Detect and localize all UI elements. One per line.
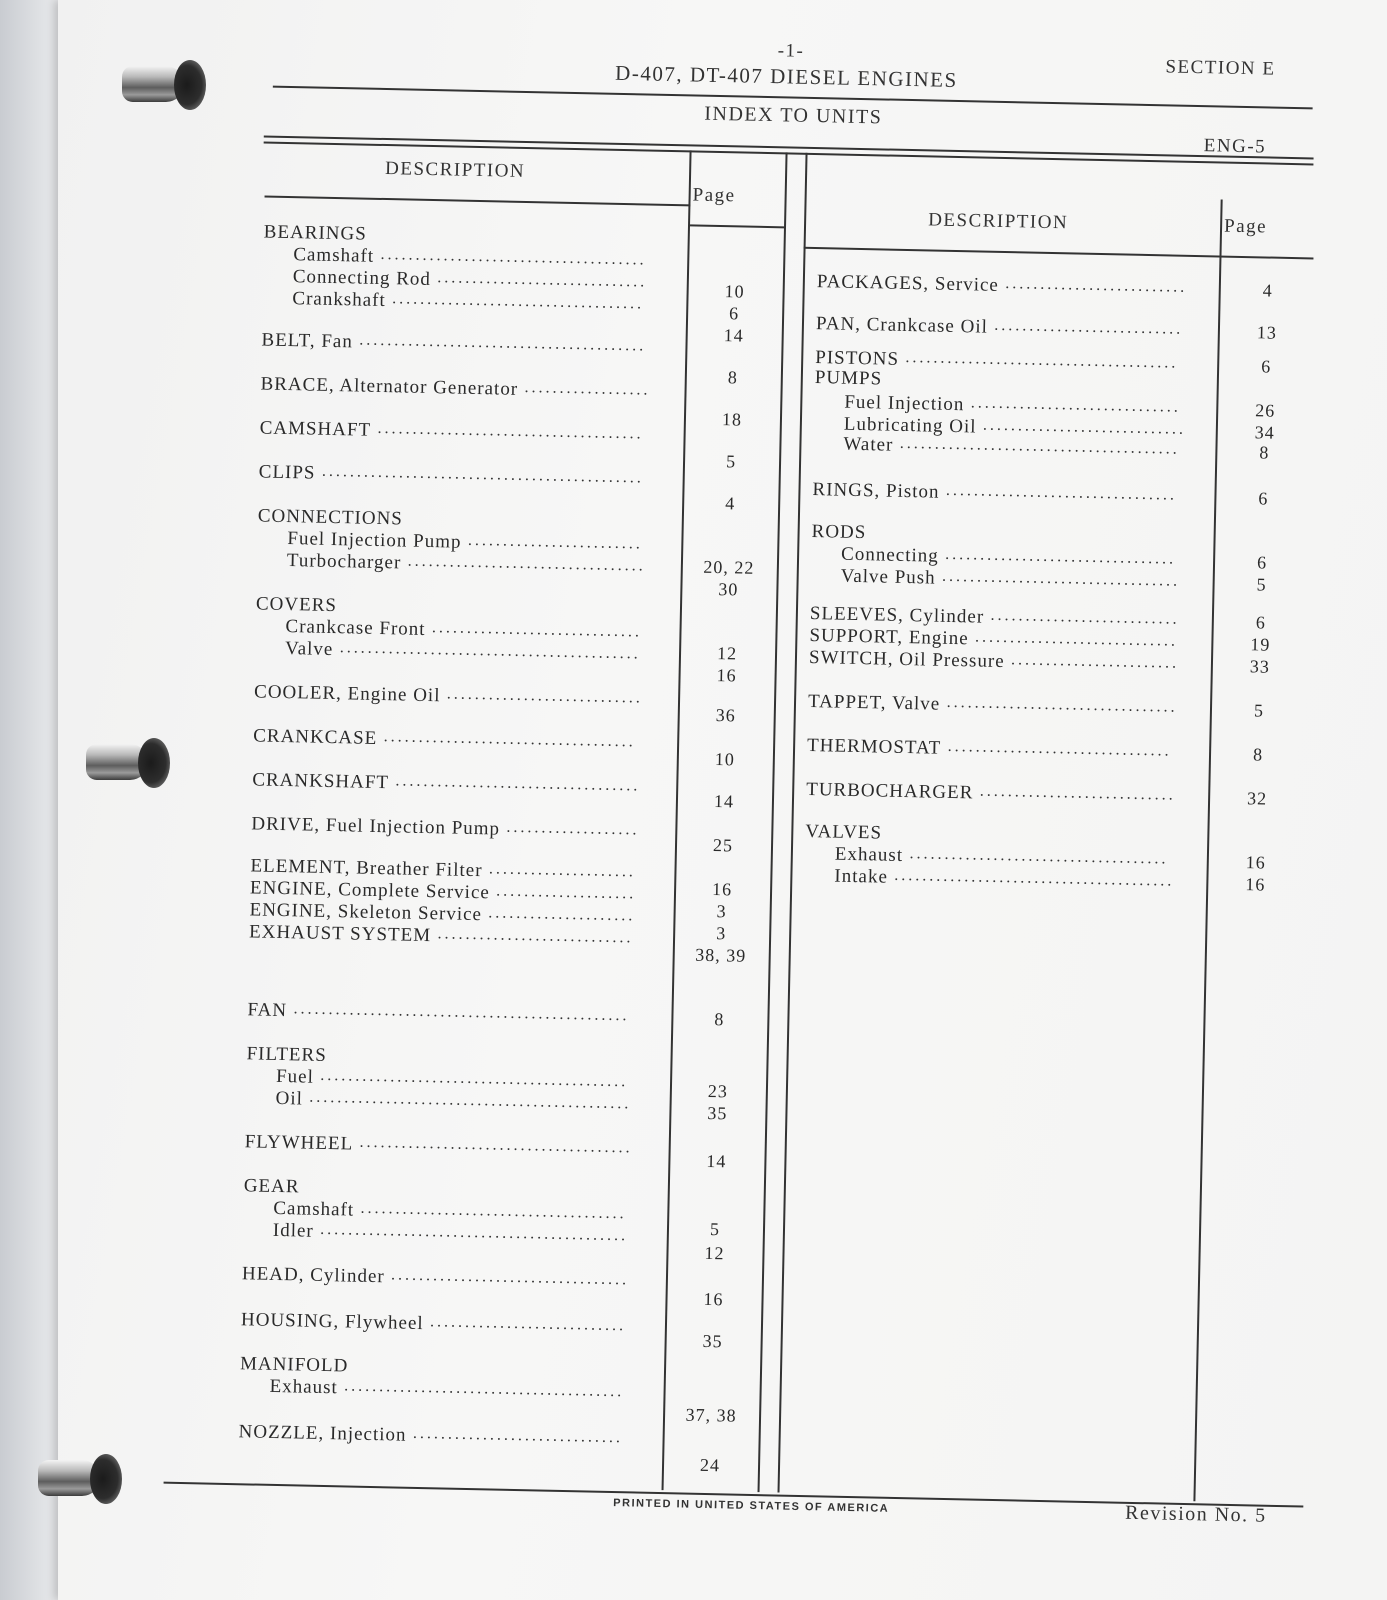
left-page-number: 35 [707, 1102, 728, 1124]
left-page-number: 25 [712, 835, 734, 856]
right-entry [834, 866, 888, 889]
left-entry [285, 616, 425, 641]
left-entry [293, 266, 431, 291]
left-entry [259, 417, 371, 441]
left-page-number: 8 [727, 367, 739, 388]
left-leader-dots: .................. [524, 378, 651, 399]
right-leader-dots: ........................................ [899, 434, 1180, 458]
left-page-number: 12 [704, 1242, 725, 1264]
right-page-number: 13 [1256, 322, 1278, 343]
right-leader-dots: ....................................... [905, 348, 1179, 372]
left-page-number: 10 [714, 749, 736, 770]
right-entry [811, 521, 866, 544]
right-entry [817, 271, 999, 297]
left-entry-label: FILTERS [246, 1043, 327, 1066]
right-page-number: 32 [1246, 788, 1268, 809]
right-page-divider [1193, 200, 1222, 1502]
left-page-number: 14 [723, 325, 744, 346]
left-entry [249, 921, 431, 947]
left-entry-label: Turbocharger [286, 550, 402, 574]
left-entry [261, 329, 353, 353]
left-entry-label: BEARINGS [263, 221, 367, 245]
right-leader-dots: .......................... [1005, 275, 1188, 296]
right-entry [843, 434, 893, 457]
left-leader-dots: ............................ [446, 685, 644, 707]
right-entry [840, 566, 935, 590]
right-entry [805, 821, 882, 845]
table-top-rule-1 [264, 135, 1314, 159]
left-leader-dots: ................... [506, 818, 640, 839]
right-entry-label: Valve Push [840, 565, 936, 589]
right-page-number: 6 [1258, 488, 1269, 509]
right-leader-dots: .................................. [941, 567, 1181, 590]
right-entry-label: THERMOSTAT [806, 734, 942, 759]
left-page-number: 16 [711, 879, 733, 900]
left-page-number: 5 [709, 1219, 721, 1240]
right-page-number: 8 [1252, 744, 1264, 765]
left-entry-label: COVERS [255, 593, 338, 617]
right-entry [841, 544, 939, 568]
left-entry [260, 373, 518, 400]
left-entry-label: FLYWHEEL [244, 1131, 354, 1155]
left-entry-label: Connecting Rod [292, 266, 432, 290]
left-entry [292, 288, 386, 312]
right-leader-dots: ................................. [945, 545, 1177, 568]
right-leader-dots: ............................. [974, 628, 1179, 650]
left-page-number: 14 [706, 1150, 727, 1172]
right-entry-label: RODS [811, 521, 867, 544]
right-entry-label: TURBOCHARGER [806, 778, 974, 804]
left-entry [276, 1066, 314, 1089]
left-page-number: 16 [703, 1288, 724, 1310]
right-leader-dots: ................................ [947, 737, 1172, 760]
left-entry [269, 1376, 338, 1399]
left-entry [246, 1043, 327, 1067]
right-entry [835, 844, 904, 867]
right-entry-label: VALVES [805, 820, 883, 844]
right-entry-label: Water [843, 433, 894, 456]
left-leader-dots: ................................... [395, 772, 641, 795]
left-page-number: 8 [714, 1009, 725, 1030]
left-entry [287, 550, 402, 574]
left-entry [253, 725, 378, 750]
left-leader-dots: .................................... [392, 290, 645, 313]
left-entry-label: CRANKSHAFT [252, 769, 390, 794]
left-leader-dots: ...................................... [380, 245, 647, 269]
left-entry [238, 1421, 406, 1447]
left-entry-label: MANIFOLD [239, 1353, 349, 1377]
right-page-number: 26 [1255, 400, 1276, 421]
left-leader-dots: .................................... [383, 728, 636, 751]
right-leader-dots: .............................. [970, 394, 1181, 416]
left-page-number: 6 [728, 303, 740, 324]
left-entry-label: BELT, Fan [261, 329, 354, 353]
left-entry [242, 1263, 385, 1288]
left-entry [273, 1220, 314, 1243]
right-page-number: 5 [1253, 700, 1265, 721]
left-entry [240, 1353, 349, 1377]
left-leader-dots: .............................................. [321, 462, 645, 487]
right-page-number: 33 [1249, 656, 1271, 677]
left-leader-dots: .............................. [412, 1424, 624, 1447]
left-leader-dots: .................................. [407, 552, 646, 575]
left-leader-dots: ............................................ [320, 1220, 629, 1245]
left-entry-label: ENGINE, Complete Service [249, 877, 491, 904]
left-entry-label: COOLER, Engine Oil [253, 681, 441, 707]
section-label: SECTION E [1165, 56, 1276, 80]
right-entry [812, 479, 939, 504]
left-entry-label: BRACE, Alternator Generator [260, 373, 519, 400]
left-page-number: 36 [715, 705, 736, 726]
left-leader-dots: ............................ [437, 925, 634, 947]
page-title: D-407, DT-407 DIESEL ENGINES [614, 60, 958, 92]
left-page-header: Page [692, 184, 736, 207]
document-code: ENG-5 [1203, 135, 1267, 158]
revision-number: Revision No. 5 [1124, 1501, 1267, 1527]
right-entry-label: PISTONS [815, 347, 900, 370]
left-entry [259, 461, 316, 484]
left-entry-label: Camshaft [273, 1197, 355, 1221]
left-entry-label: CAMSHAFT [259, 417, 372, 441]
right-page-number: 34 [1254, 422, 1276, 443]
left-page-number: 3 [715, 923, 727, 944]
left-entry [258, 505, 403, 530]
right-leader-dots: ................................. [946, 693, 1178, 716]
left-entry [252, 769, 389, 794]
left-entry-label: Fuel Injection Pump [287, 528, 462, 553]
right-page-number: 5 [1256, 574, 1267, 595]
left-entry-label: ELEMENT, Breather Filter [250, 855, 483, 882]
right-page-number: 6 [1260, 356, 1272, 377]
left-entry [285, 638, 334, 661]
left-leader-dots: ........................................... [339, 639, 641, 663]
left-page-number: 5 [725, 451, 737, 472]
left-page-number: 35 [702, 1330, 723, 1352]
right-leader-dots: ............................. [982, 416, 1187, 438]
left-page-number: 37, 38 [685, 1404, 737, 1426]
left-leader-dots: ...................................... [360, 1199, 627, 1223]
left-entry-label: Valve [284, 638, 334, 661]
left-entry [247, 999, 287, 1022]
left-entry-label: DRIVE, Fuel Injection Pump [251, 813, 501, 840]
right-page-header: Page [1223, 215, 1268, 238]
left-page-number: 30 [718, 579, 739, 600]
right-entry [816, 313, 988, 339]
left-page-number: 38, 39 [695, 944, 747, 966]
left-page-number: 16 [716, 665, 737, 686]
left-page-number: 23 [707, 1080, 729, 1102]
left-entry-label: ENGINE, Skeleton Service [249, 899, 483, 926]
left-entry-label: GEAR [243, 1175, 300, 1198]
left-page-number: 10 [724, 281, 745, 302]
left-entry [264, 221, 367, 245]
left-entry-label: CRANKCASE [253, 725, 378, 749]
right-page-number: 19 [1250, 634, 1271, 655]
left-leader-dots: .............................. [437, 269, 648, 291]
right-entry-label: SLEEVES, Cylinder [809, 603, 985, 628]
right-entry-label: Lubricating Oil [843, 413, 977, 438]
left-entry-label: Camshaft [293, 244, 375, 267]
left-leader-dots: .................... [496, 882, 637, 903]
right-entry-label: Exhaust [834, 843, 904, 867]
left-entry-label: Crankshaft [292, 288, 386, 312]
left-entry-label: Idler [272, 1219, 314, 1242]
right-leader-dots: ........................... [990, 606, 1180, 628]
left-entry-label: CLIPS [258, 461, 316, 484]
right-leader-dots: ........................ [1010, 651, 1180, 672]
right-entry [815, 367, 883, 390]
left-entry [293, 244, 374, 268]
right-entry-label: SUPPORT, Engine [809, 625, 969, 650]
right-page-number: 4 [1262, 280, 1273, 301]
right-leader-dots: ........................... [994, 316, 1184, 338]
right-entry-label: SWITCH, Oil Pressure [808, 646, 1005, 673]
right-leader-dots: ..................................... [909, 845, 1169, 868]
left-entry [256, 593, 337, 617]
left-leader-dots: .............................................. [309, 1088, 632, 1113]
left-entry-label: Exhaust [269, 1375, 339, 1399]
left-entry [244, 1175, 300, 1198]
left-entry-label: FAN [247, 999, 288, 1022]
right-header-rule [804, 247, 1314, 260]
right-entry [806, 779, 974, 804]
left-leader-dots: ...................................... [377, 419, 644, 443]
right-entry-label: PAN, Crankcase Oil [815, 313, 989, 338]
right-leader-dots: ............................ [979, 782, 1176, 804]
right-leader-dots: ........................................ [894, 866, 1175, 890]
left-page-header-rule [690, 224, 784, 228]
left-entry-label: HEAD, Cylinder [241, 1263, 385, 1288]
left-entry-label: EXHAUST SYSTEM [248, 921, 432, 947]
left-leader-dots: .................................. [390, 1266, 630, 1289]
left-page-number: 18 [721, 409, 743, 430]
right-page-number: 16 [1245, 874, 1266, 895]
page-subtitle: INDEX TO UNITS [704, 102, 883, 129]
left-leader-dots: ........................................ [344, 1377, 625, 1401]
left-description-header: DESCRIPTION [384, 158, 526, 182]
left-page-number: 24 [699, 1454, 721, 1476]
left-entry-label: Fuel [275, 1065, 315, 1088]
right-entry-label: Fuel Injection [844, 391, 965, 416]
left-entry [254, 681, 441, 707]
left-leader-dots: ............................................ [320, 1066, 629, 1091]
left-entry-label: HOUSING, Flywheel [240, 1309, 424, 1335]
right-entry-label: PACKAGES, Service [816, 271, 1000, 296]
right-entry-label: Intake [834, 865, 889, 888]
left-leader-dots: ....................................... [359, 1133, 633, 1157]
left-entry-label: Oil [275, 1087, 304, 1110]
left-entry [241, 1309, 424, 1335]
left-leader-dots: ......................... [467, 531, 644, 553]
right-entry [844, 392, 964, 417]
left-page-number: 12 [716, 643, 738, 664]
right-entry [809, 647, 1005, 673]
right-page-number: 6 [1255, 612, 1267, 633]
page-number: -1- [777, 40, 805, 62]
right-entry-label: TAPPET, Valve [807, 690, 941, 715]
left-page-number: 20, 22 [703, 556, 755, 578]
left-entry-label: Crankcase Front [285, 616, 426, 640]
left-entry [244, 1131, 353, 1155]
right-description-header: DESCRIPTION [927, 209, 1069, 234]
left-leader-dots: ......................................... [359, 331, 647, 355]
left-header-rule [265, 195, 691, 206]
left-entry-label: CONNECTIONS [257, 505, 404, 530]
right-page-number: 16 [1245, 852, 1267, 873]
left-entry [275, 1088, 303, 1111]
left-page-number: 14 [713, 791, 735, 812]
right-entry-label: RINGS, Piston [812, 479, 940, 503]
left-leader-dots: ..................... [488, 904, 636, 925]
right-entry [807, 735, 942, 760]
printed-notice: PRINTED IN UNITED STATES OF AMERICA [613, 1497, 890, 1515]
left-page-number: 4 [724, 493, 736, 514]
right-entry-label: PUMPS [814, 367, 883, 390]
right-page-number: 6 [1256, 552, 1268, 573]
left-entry-label: NOZZLE, Injection [238, 1421, 407, 1446]
right-entry-label: Connecting [840, 543, 939, 567]
left-leader-dots: ..................... [488, 860, 637, 881]
right-leader-dots: ................................. [945, 481, 1178, 504]
right-entry [808, 691, 941, 716]
left-entry [251, 813, 500, 840]
left-leader-dots: .............................. [431, 619, 643, 641]
left-page-number: 3 [716, 901, 727, 922]
right-page-number: 8 [1259, 442, 1270, 463]
left-leader-dots: ............................ [429, 1313, 627, 1335]
left-leader-dots: ................................................ [293, 1000, 630, 1025]
left-entry [273, 1198, 354, 1222]
